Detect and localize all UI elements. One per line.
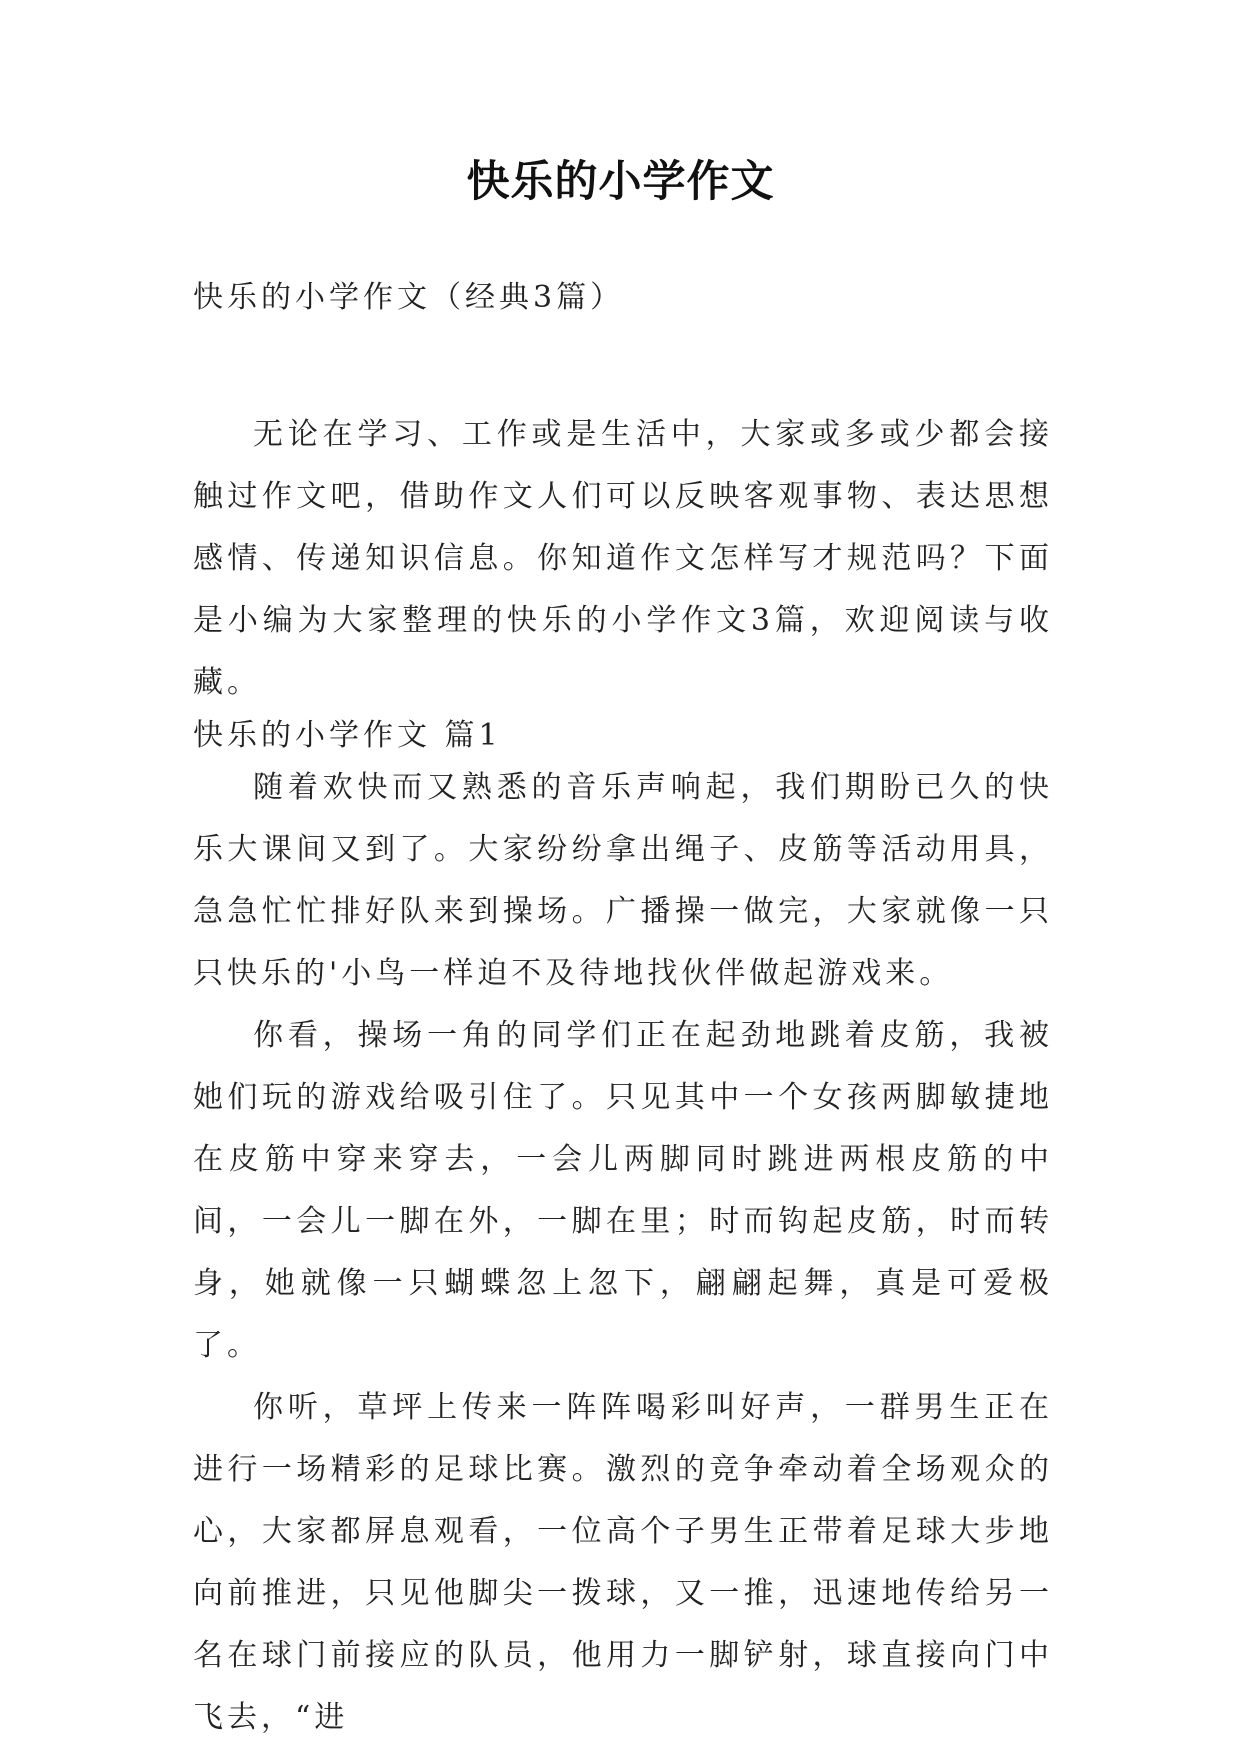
body-paragraph: 你看，操场一角的同学们正在起劲地跳着皮筋，我被她们玩的游戏给吸引住了。只见其中一个女孩两脚敏捷地在皮筋中穿来穿去，一会儿两脚同时跳进两根皮筋的中间，一会儿一脚在外，一脚在里；时而钩起皮筋，时而转身，她就像一只蝴蝶忽上忽下，翩翩起舞，真是可爱极了。 bbox=[193, 1018, 1053, 1363]
section-body bbox=[193, 757, 1053, 1749]
document-subtitle: 快乐的小学作文（经典3篇） bbox=[193, 280, 625, 315]
section-heading: 快乐的小学作文 篇1 bbox=[193, 718, 502, 753]
document-title: 快乐的小学作文 bbox=[466, 157, 775, 207]
intro-paragraph: 无论在学习、工作或是生活中，大家或多或少都会接触过作文吧，借助作文人们可以反映客观事物、表达思想感情、传递知识信息。你知道作文怎样写才规范吗？下面是小编为大家整理的快乐的小学作文3篇，欢迎阅读与收藏。 bbox=[193, 417, 1053, 700]
body-paragraph: 随着欢快而又熟悉的音乐声响起，我们期盼已久的快乐大课间又到了。大家纷纷拿出绳子、皮筋等活动用具，急急忙忙排好队来到操场。广播操一做完，大家就像一只只快乐的'小鸟一样迫不及待地找伙伴做起游戏来。 bbox=[193, 770, 1053, 991]
body-paragraph: 你听，草坪上传来一阵阵喝彩叫好声，一群男生正在进行一场精彩的足球比赛。激烈的竞争牵动着全场观众的心，大家都屏息观看，一位高个子男生正带着足球大步地向前推进，只见他脚尖一拨球，又一推，迅速地传给另一名在球门前接应的队员，他用力一脚铲射，球直接向门中飞去，“进 bbox=[193, 1390, 1053, 1735]
